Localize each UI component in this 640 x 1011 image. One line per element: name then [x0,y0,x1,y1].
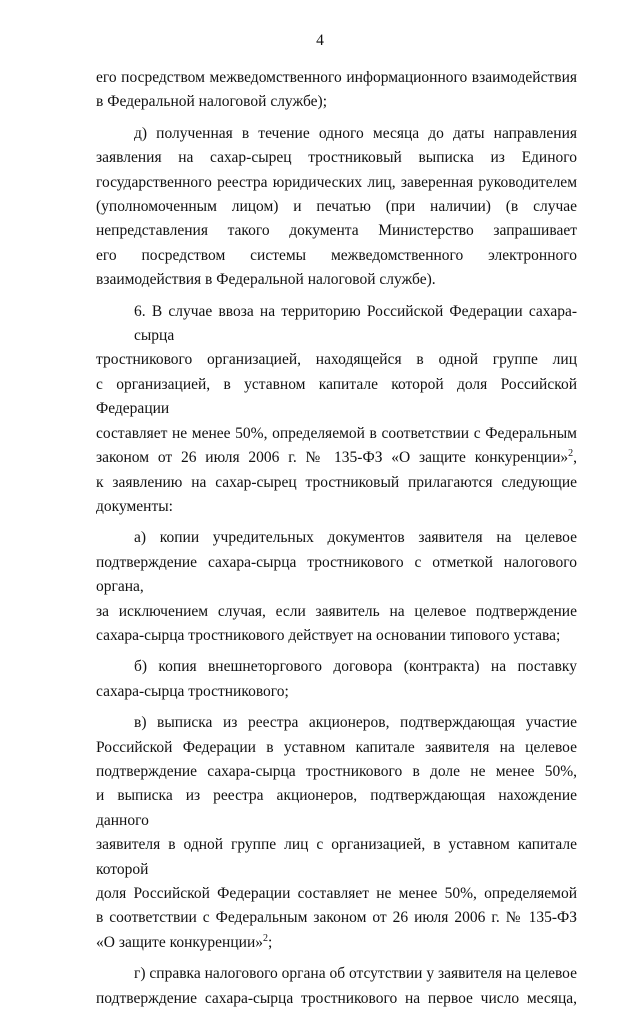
text-line-with-footnote [96,446,577,470]
footnote-marker: 2 [263,932,268,944]
text-line: и выписка из реестра акционеров, подтверждающая нахождение данного [96,787,577,829]
text-line: г) справка налогового органа об отсутствии у заявителя на целевое [134,965,577,983]
text-line: 6. В случае ввоза на территорию Российской Федерации сахара-сырца [134,302,577,345]
text-line: в соответствии с Федеральным законом от 26 июля 2006 г. № 135-ФЗ [96,909,577,927]
text-line: а) копии учредительных документов заявителя на целевое [134,529,577,547]
text-line: подтверждение сахара-сырца тростникового на первое число месяца, [96,989,577,1007]
text-line: государственного реестра юридических лиц, заверенная руководителем [96,173,577,191]
text-line: «О защите конкуренции» [96,933,263,951]
text-line: в) выписка из реестра акционеров, подтверждающая участие [134,714,577,732]
text-line: заявителя в одной группе лиц с организацией, в уставном капитале которой [96,836,577,878]
text-line: подтверждение сахара-сырца тростникового с отметкой налогового органа, [96,553,577,596]
text-line: сахара-сырца тростникового; [96,682,289,700]
text-line: документы: [96,497,173,515]
text-line: взаимодействия в Федеральной налоговой службе). [96,271,436,289]
paragraph-item-v [96,711,577,955]
text-line: с организацией, в уставном капитале которой доля Российской Федерации [96,375,577,418]
paragraph-continuation [96,66,577,115]
footnote-marker: 2 [568,448,574,460]
text-line: сахара-сырца тростникового действует на основании типового устава; [96,626,561,644]
text-line: б) копия внешнеторгового договора (контракта) на поставку [134,658,577,676]
text-line: (уполномоченным лицом) и печатью (при наличии) (в случае [96,198,577,216]
paragraph-item-b [96,655,577,704]
text-line: в Федеральной налоговой службе); [96,93,328,111]
text-line: к заявлению на сахар-сырец тростниковый прилагаются следующие [96,473,577,491]
text-line: его посредством системы межведомственного электронного [96,246,577,264]
paragraph-item-a [96,526,577,648]
text-line: доля Российской Федерации составляет не менее 50%, определяемой [96,885,577,902]
text-line: за исключением случая, если заявитель на целевое подтверждение [96,602,577,620]
text-line: составляет не менее 50%, определяемой в соответствии с Федеральным [96,424,577,442]
text-line: тростникового организацией, находящейся в одной группе лиц [96,351,577,369]
paragraph-item-g [96,962,577,1011]
paragraph-item-d [96,122,577,293]
footnote-suffix: ; [268,933,273,951]
footnote-suffix: , [573,449,577,467]
text-line-with-footnote [96,931,577,955]
text-line: законом от 26 июля 2006 г. № 135-ФЗ «О защите конкуренции» [96,449,569,467]
text-line: заявления на сахар-сырец тростниковый выписка из Единого [96,149,577,167]
text-line: непредставления такого документа Министерство запрашивает [96,222,577,240]
text-line: д) полученная в течение одного месяца до даты направления [134,124,577,142]
text-line: подтверждение сахара-сырца тростникового в доле не менее 50%, [96,762,577,780]
text-line: его посредством межведомственного информационного взаимодействия [96,69,577,86]
text-line: Российской Федерации в уставном капитале заявителя на целевое [96,738,577,756]
page-number: 4 [316,32,324,49]
document-body [96,66,577,1011]
paragraph-clause-6 [96,300,577,520]
